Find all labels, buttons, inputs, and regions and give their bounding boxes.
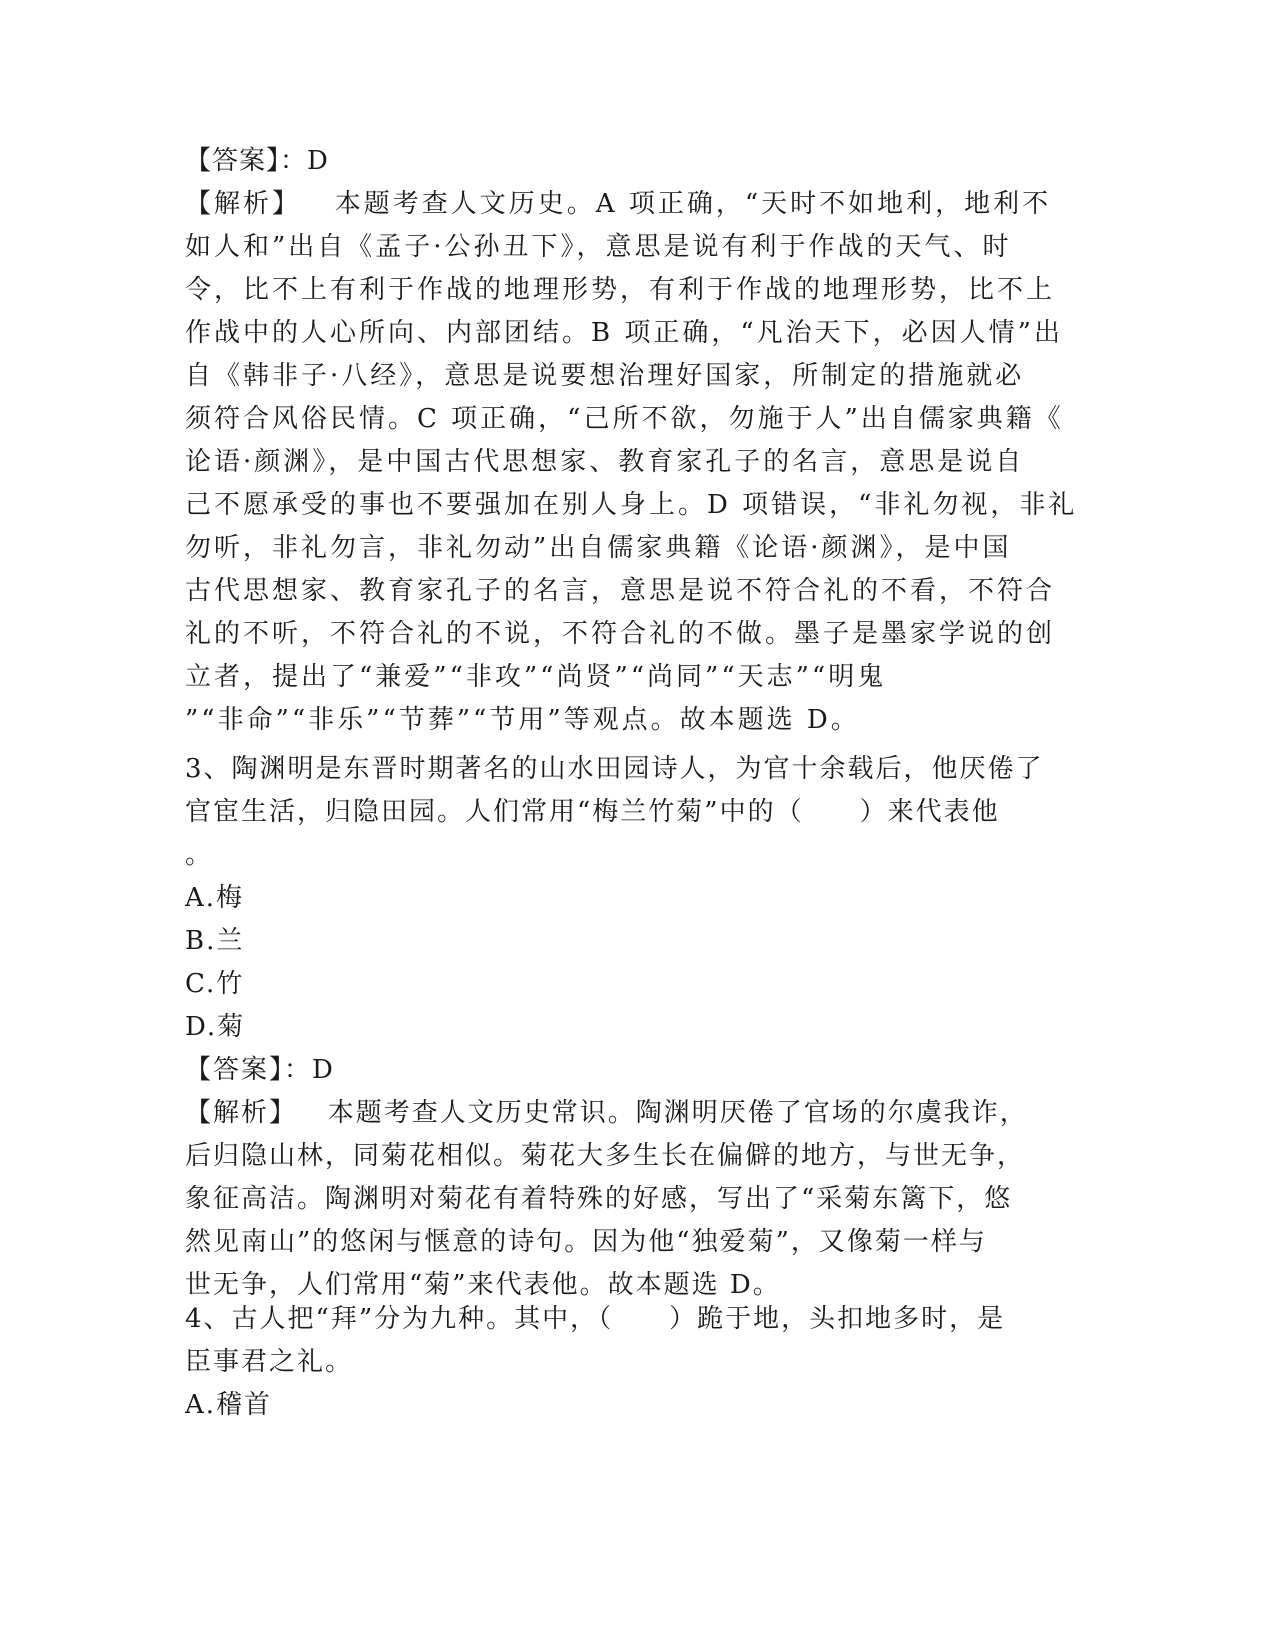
q2-answer: 【答案】：D (185, 146, 329, 176)
q2-explanation (185, 183, 1085, 742)
q3-option-b: B.兰 (185, 926, 245, 956)
q2-explanation-line: 须符合风俗民情。C 项正确，“己所不欲，勿施于人”出自儒家典籍《 (185, 404, 1064, 434)
q3-explanation (185, 1092, 1085, 1307)
q4-stem (185, 1298, 1085, 1384)
q2-explanation-line: 礼的不听，不符合礼的不说，不符合礼的不做。墨子是墨家学说的创 (185, 619, 1056, 649)
q3-option-c: C.竹 (185, 969, 245, 999)
q3-section (185, 748, 1085, 1307)
q3-options (185, 877, 1085, 1049)
q2-explanation-line: 自《韩非子·八经》，意思是说要想治理好国家，所制定的措施就必 (185, 361, 1025, 391)
q3-stem-line: 3、陶渊明是东晋时期著名的山水田园诗人，为官十余载后，他厌倦了 (185, 754, 1044, 784)
q3-answer: 【答案】：D (185, 1055, 335, 1085)
q4-options (185, 1384, 1085, 1427)
q3-explanation-line: 【解析】 本题考查人文历史常识。陶渊明厌倦了官场的尔虞我诈， (185, 1098, 1028, 1128)
q2-explanation-line: 勿听，非礼勿言，非礼勿动”出自儒家典籍《论语·颜渊》，是中国 (185, 533, 1012, 563)
q2-explanation-line: 古代思想家、教育家孔子的名言，意思是说不符合礼的不看，不符合 (185, 576, 1056, 606)
q3-explanation-line: 世无争，人们常用“菊”来代表他。故本题选 D。 (185, 1270, 781, 1300)
q2-explanation-line: 如人和”出自《孟子·公孙丑下》，意思是说有利于作战的天气、时 (185, 232, 1012, 262)
q3-explanation-line: 象征高洁。陶渊明对菊花有着特殊的好感，写出了“采菊东篱下，悠 (185, 1184, 1013, 1214)
q3-explanation-line: 然见南山”的悠闲与惬意的诗句。因为他“独爱菊”，又像菊一样与 (185, 1227, 987, 1257)
q4-option-a: A.稽首 (185, 1390, 273, 1420)
q2-explanation-line: 立者，提出了“兼爱”“非攻”“尚贤”“尚同”“天志”“明鬼 (185, 662, 887, 692)
q2-explanation-line: 论语·颜渊》，是中国古代思想家、教育家孔子的名言，意思是说自 (185, 447, 1025, 477)
q2-explanation-line: 作战中的人心所向、内部团结。B 项正确，“凡治天下，必因人情”出 (185, 318, 1063, 348)
q2-explanation-line: 令，比不上有利于作战的地理形势，有利于作战的地理形势，比不上 (185, 275, 1056, 305)
q3-explanation-line: 后归隐山林，同菊花相似。菊花大多生长在偏僻的地方，与世无争， (185, 1141, 1026, 1171)
q2-explanation-line: 【解析】 本题考查人文历史。A 项正确，“天时不如地利，地利不 (185, 189, 1052, 219)
q2-explanation-line: ”“非命”“非乐”“节葬”“节用”等观点。故本题选 D。 (185, 705, 860, 735)
q3-stem-line: 。 (185, 840, 214, 870)
q4-stem-line: 4、古人把“拜”分为九种。其中，（ ）跪于地，头扣地多时，是 (185, 1304, 1006, 1334)
q3-option-a: A.梅 (185, 883, 245, 913)
q2-section (185, 140, 1085, 742)
q2-explanation-line: 己不愿承受的事也不要强加在别人身上。D 项错误，“非礼勿视，非礼 (185, 490, 1078, 520)
q4-stem-line: 臣事君之礼。 (185, 1347, 354, 1377)
q3-option-d: D.菊 (185, 1012, 246, 1042)
q4-section (185, 1298, 1085, 1427)
q3-stem-line: 官宦生活，归隐田园。人们常用“梅兰竹菊”中的（ ）来代表他 (185, 797, 1000, 827)
q3-stem (185, 748, 1085, 877)
